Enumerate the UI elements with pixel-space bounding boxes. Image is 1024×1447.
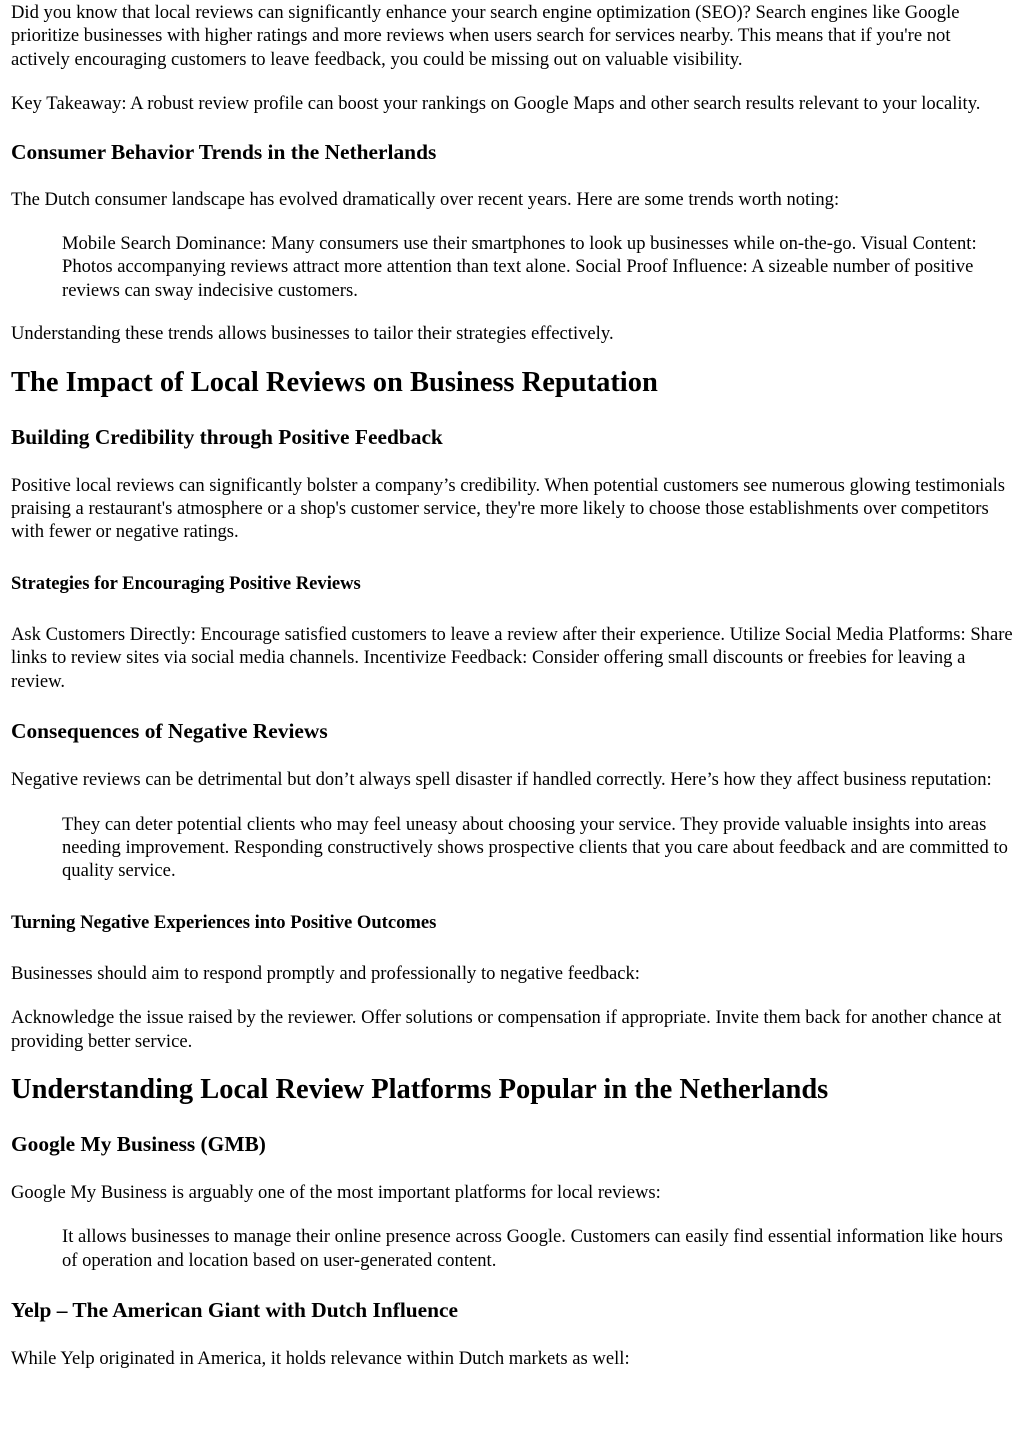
paragraph-yelp: While Yelp originated in America, it holds relevance within Dutch markets as well: — [11, 1348, 630, 1370]
paragraph-respond-promptly: Businesses should aim to respond promptly and professionally to negative feedback: — [11, 962, 640, 984]
paragraph-gmb: Google My Business is arguably one of the most important platforms for local reviews: — [11, 1181, 661, 1203]
heading-consumer-behavior: Consumer Behavior Trends in the Netherlands — [11, 139, 437, 164]
quote-gmb: It allows businesses to manage their online presence across Google. Customers can easily find essential information like hours of operation and location based on user-generated content. — [62, 1226, 1003, 1271]
paragraph-negative-reviews: Negative reviews can be detrimental but don’t always spell disaster if handled correctly. Here’s how they affect business reputation: — [11, 769, 992, 791]
heading-yelp: Yelp – The American Giant with Dutch Influence — [11, 1298, 459, 1323]
paragraph-dutch-landscape: The Dutch consumer landscape has evolved dramatically over recent years. Here are some trends worth noting: — [11, 188, 840, 210]
quote-negative-effects: They can deter potential clients who may feel uneasy about choosing your service. They provide valuable insights into areas needing improvement. Responding constructively shows prospective clients that you care about feedback and are committed to quality service. — [62, 813, 1008, 882]
heading-consequences: Consequences of Negative Reviews — [11, 719, 328, 744]
heading-review-platforms: Understanding Local Review Platforms Popular in the Netherlands — [11, 1073, 829, 1105]
paragraph-key-takeaway: Key Takeaway: A robust review profile can boost your rankings on Google Maps and other search results relevant to your locality. — [11, 93, 981, 115]
paragraph-strategies: Ask Customers Directly: Encourage satisfied customers to leave a review after their experience. Utilize Social Media Platforms: Share links to review sites via social media channels. Incentivize Feedback: Consider offering small discounts or freebies for leaving a review. — [11, 623, 1013, 692]
heading-impact-local-reviews: The Impact of Local Reviews on Business Reputation — [11, 366, 658, 398]
quote-trends: Mobile Search Dominance: Many consumers use their smartphones to look up businesses while on-the-go. Visual Content: Photos accompanying reviews attract more attention than text alone. Social Proof Influence: A sizeable number of positive reviews can sway indecisive customers. — [62, 233, 977, 301]
article — [0, 1, 1024, 1371]
paragraph-understanding-trends: Understanding these trends allows businesses to tailor their strategies effectively. — [11, 323, 614, 345]
heading-google-my-business: Google My Business (GMB) — [11, 1131, 266, 1156]
heading-turning-negative: Turning Negative Experiences into Positive Outcomes — [11, 911, 437, 933]
paragraph-positive-reviews: Positive local reviews can significantly bolster a company’s credibility. When potential customers see numerous glowing testimonials praising a restaurant's atmosphere or a shop's customer service, they're more likely to choose those establishments over competitors with fewer or negative ratings. — [11, 474, 1006, 543]
paragraph-acknowledge: Acknowledge the issue raised by the reviewer. Offer solutions or compensation if appropriate. Invite them back for another chance at providing better service. — [11, 1007, 1002, 1052]
heading-strategies: Strategies for Encouraging Positive Reviews — [11, 572, 361, 594]
paragraph-seo-intro: Did you know that local reviews can significantly enhance your search engine optimization (SEO)? Search engines like Google prioritize businesses with higher ratings and more reviews when users search for services nearby. This means that if you're not actively encouraging customers to leave feedback, you could be missing out on valuable visibility. — [11, 2, 960, 70]
heading-building-credibility: Building Credibility through Positive Feedback — [11, 424, 443, 449]
